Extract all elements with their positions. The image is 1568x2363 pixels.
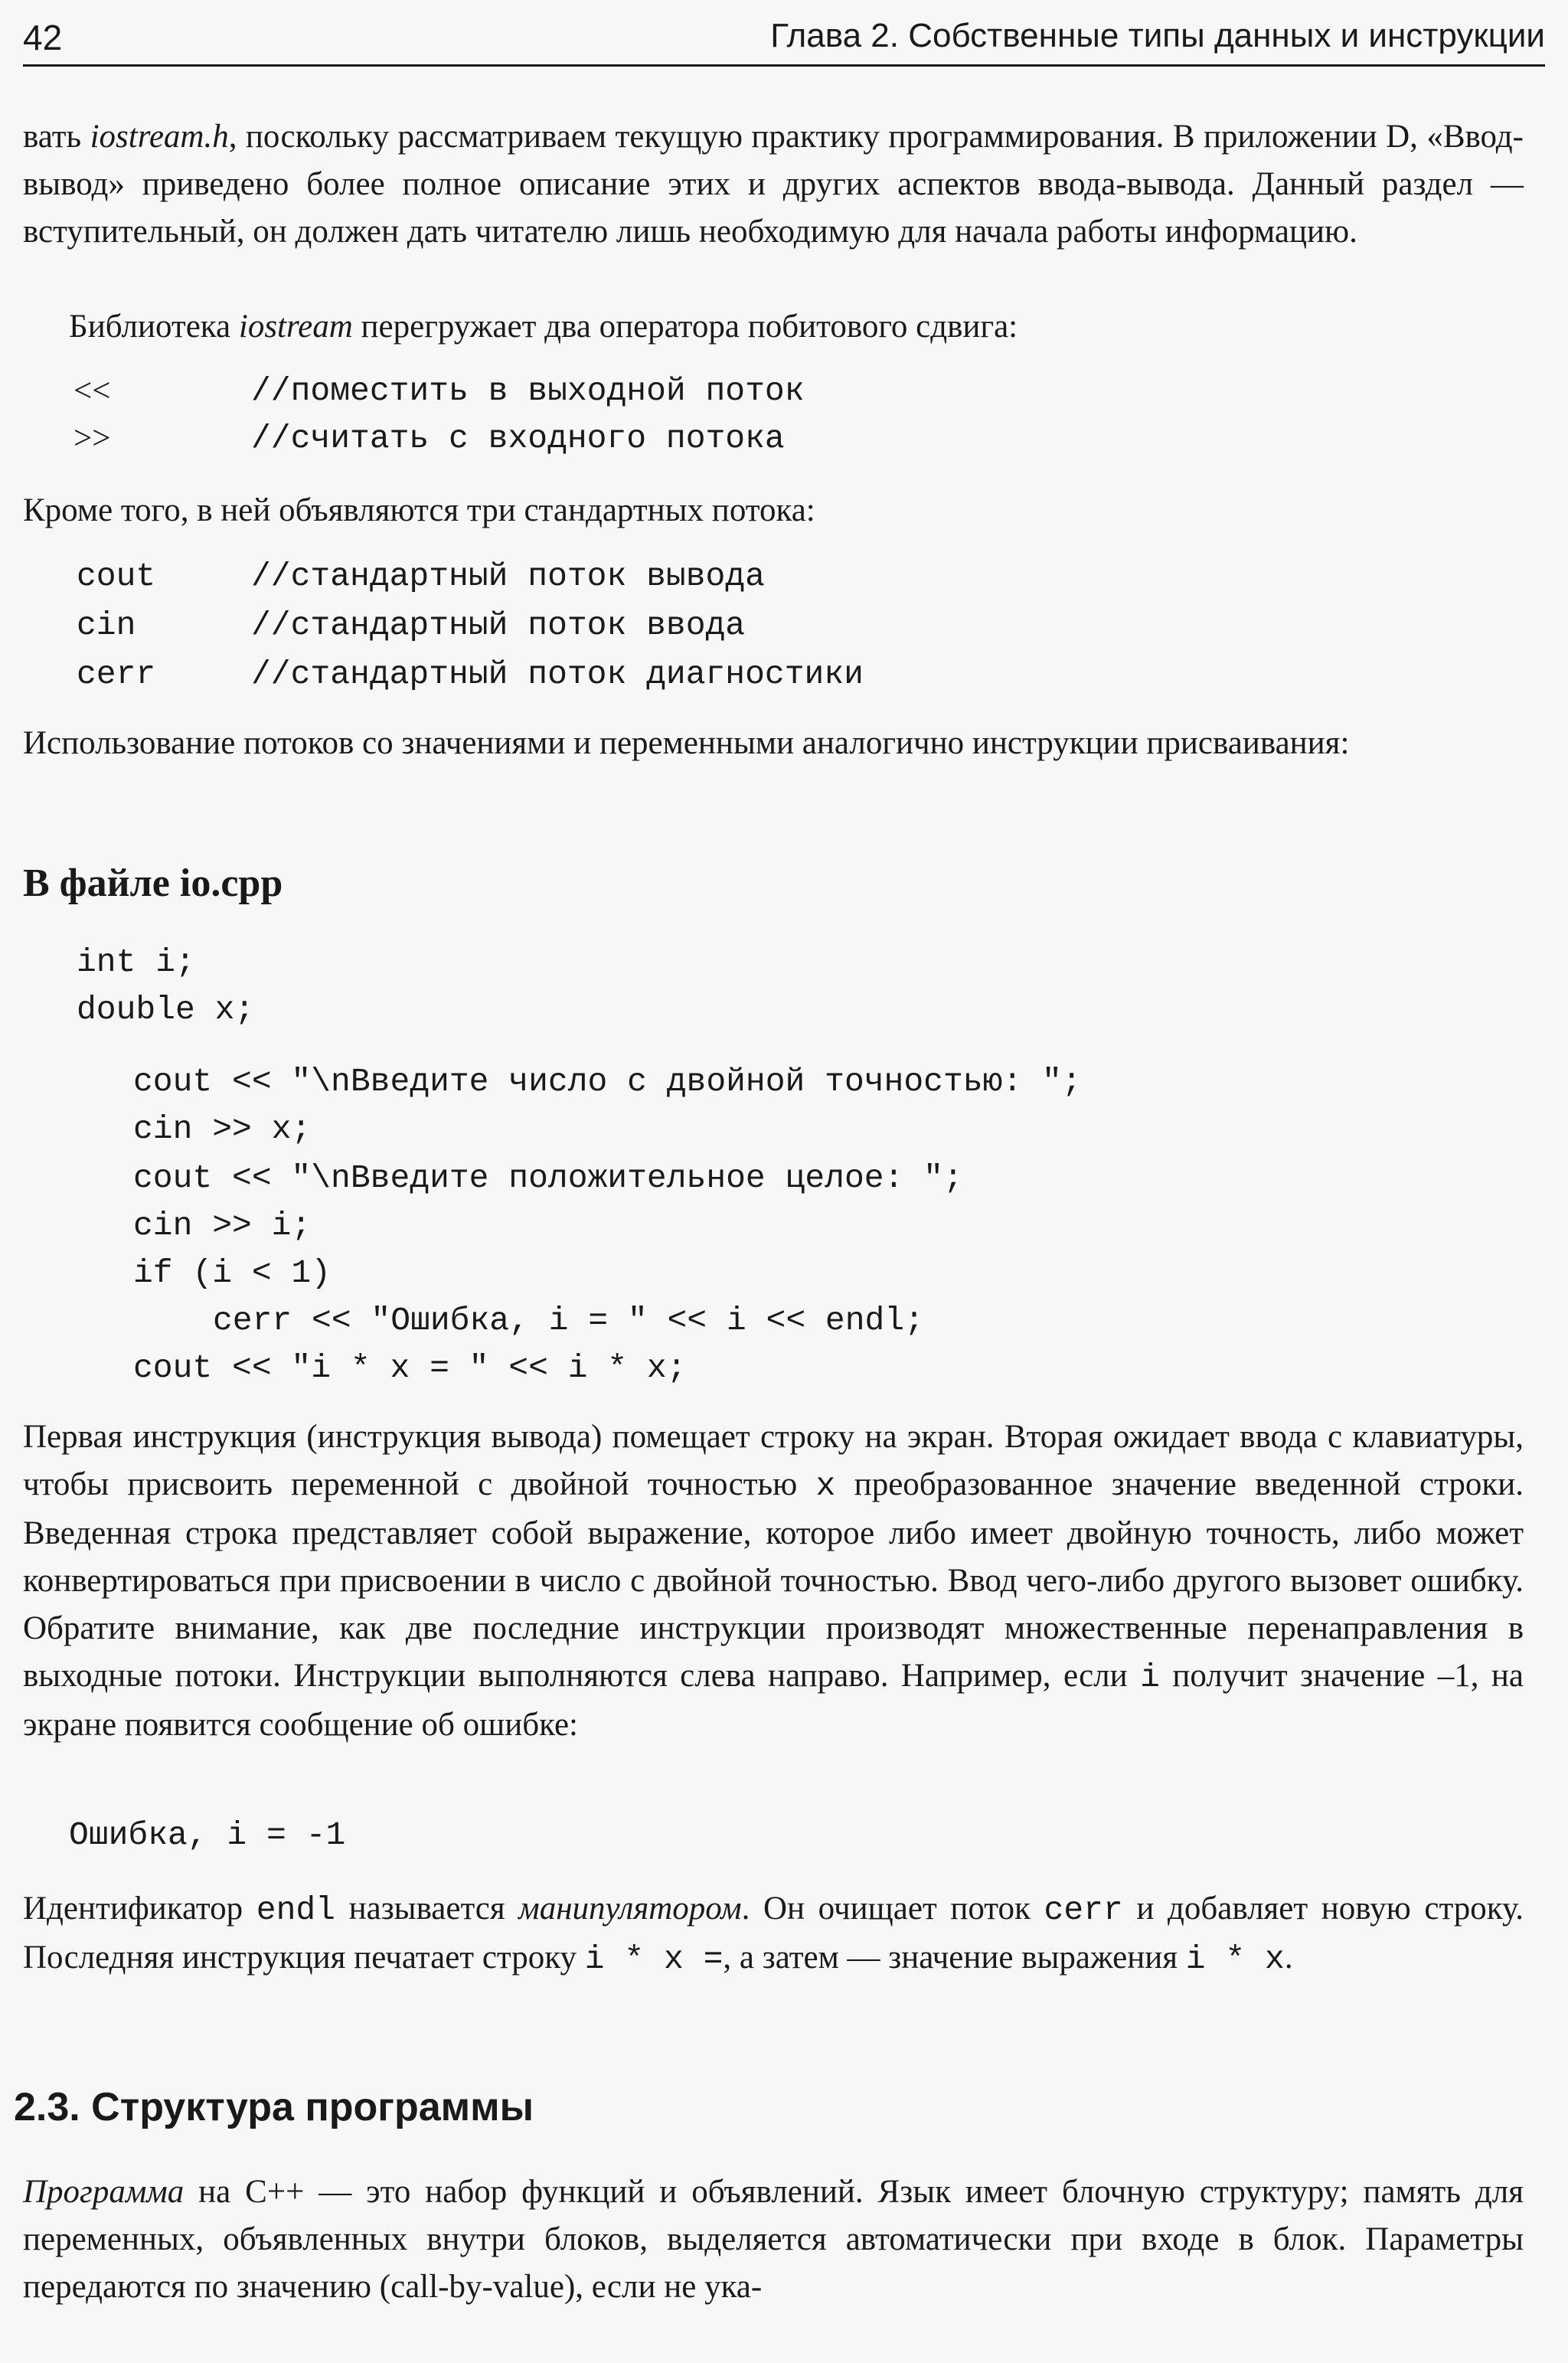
error-output: Ошибка, i = -1: [69, 1816, 346, 1854]
section-heading: 2.3. Структура программы: [14, 2085, 534, 2129]
stream-name: cerr: [77, 655, 156, 693]
code-line: cout << "\nВведите число с двойной точностью: ";: [133, 1063, 1082, 1100]
stream-name: cout: [77, 557, 156, 595]
page-number: 42: [23, 18, 63, 57]
manipulator-text: , а затем — значение выражения: [723, 1940, 1186, 1976]
explanation-text-end: получит значение –1, на экране появится сообщение об ошибке:: [23, 1658, 1524, 1743]
iostream-paragraph: [23, 303, 1524, 351]
endl-identifier: endl: [256, 1891, 335, 1929]
variable-i: i: [1140, 1659, 1160, 1696]
explanation-text-middle: преобразованное значение введенной строки. Введенная строка представляет собой выражение, которое либо имеет двойную точность, либо может конвертироваться при присвоении в число с двойной точностью. Ввод чего-либо другого вызовет ошибку. Обратите внимание, как две последние инструкции производят множественные перенаправления в выходные потоки. Инструкции выполняются слева направо. Например, если: [23, 1466, 1524, 1694]
intro-text-rest: , поскольку рассматриваем текущую практику программирования. В приложении D, «Ввод-вывод» приведено более полное описание этих и других аспектов ввода-вывода. Данный раздел — вступительный, он должен дать читателю лишь необходимую для начала работы информацию.: [23, 119, 1524, 250]
code-line: cout << "\nВведите положительное целое: ";: [133, 1159, 963, 1197]
expression-code: i * x: [1185, 1940, 1285, 1978]
code-line: if (i < 1): [133, 1254, 332, 1292]
code-line: cerr << "Ошибка, i = " << i << endl;: [213, 1302, 924, 1339]
explanation-paragraph: [23, 1414, 1524, 1749]
manipulator-text: Идентификатор: [23, 1891, 256, 1927]
stream-comment: //стандартный поток ввода: [251, 606, 746, 644]
manipulator-paragraph: [23, 1885, 1524, 1983]
program-paragraph: [23, 2169, 1524, 2311]
manipulator-term: манипулятором: [518, 1891, 742, 1927]
iostream-text: Библиотека: [69, 309, 239, 345]
running-header: Глава 2. Собственные типы данных и инструкции: [770, 17, 1545, 54]
file-heading: В файле io.cpp: [23, 861, 283, 905]
code-line: cin >> x;: [133, 1110, 312, 1148]
intro-text: вать: [23, 119, 90, 155]
program-text: на С++ — это набор функций и объявлений. Язык имеет блочную структуру; память для переменных, объявленных внутри блоков, выделяется автоматически при входе в блок. Параметры передаются по значению (call-by-value), если не ука-: [23, 2174, 1524, 2305]
expression-code: i * x =: [584, 1940, 724, 1978]
stream-comment: //стандартный поток вывода: [251, 557, 765, 595]
assignment-paragraph: Использование потоков со значениями и переменными аналогично инструкции присваивания:: [23, 725, 1350, 761]
explanation-text: Первая инструкция (инструкция вывода) помещает строку на экран. Вторая ожидает ввода с клавиатуры, чтобы присвоить переменной с двойной точностью: [23, 1419, 1524, 1502]
manipulator-text: и добавляет новую строку. Последняя инструкция печатает строку: [23, 1891, 1524, 1976]
shift-op-extract: >>: [74, 420, 111, 456]
code-line: cin >> i;: [133, 1207, 312, 1244]
shift-op-extract-comment: //считать с входного потока: [251, 420, 785, 457]
manipulator-text: называется: [335, 1891, 519, 1927]
manipulator-text: .: [1284, 1940, 1293, 1976]
iostream-text-rest: перегружает два оператора побитового сдвига:: [352, 309, 1018, 345]
header-rule: [23, 64, 1545, 67]
code-line: int i;: [77, 943, 195, 981]
code-line: cout << "i * x = " << i * x;: [133, 1349, 687, 1387]
stream-comment: //стандартный поток диагностики: [251, 655, 864, 693]
program-term: Программа: [23, 2174, 185, 2210]
stream-name: cin: [77, 606, 136, 644]
shift-op-insert-comment: //поместить в выходной поток: [251, 372, 805, 410]
intro-file-name: iostream.h: [90, 119, 229, 155]
manipulator-text: . Он очищает поток: [741, 1891, 1044, 1927]
code-line: double x;: [77, 991, 255, 1028]
cerr-identifier: cerr: [1044, 1891, 1123, 1929]
shift-op-insert: <<: [74, 373, 111, 409]
streams-intro: Кроме того, в ней объявляются три стандартных потока:: [23, 492, 815, 528]
iostream-term: iostream: [238, 309, 353, 345]
variable-x: x: [815, 1467, 836, 1505]
intro-paragraph: [23, 113, 1524, 256]
